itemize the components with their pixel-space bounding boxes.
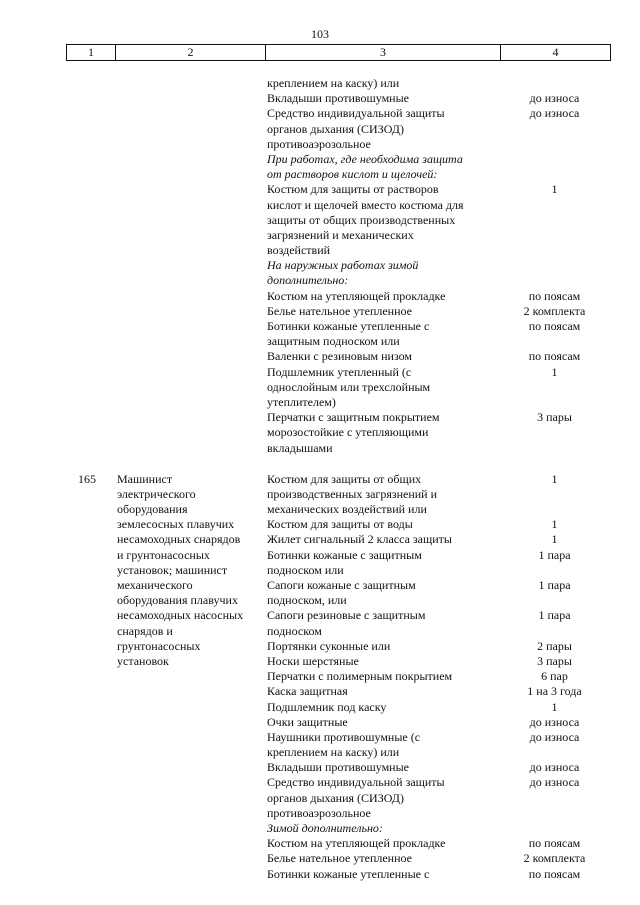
item-name: Костюм на утепляющей прокладке bbox=[267, 836, 446, 851]
table-body bbox=[66, 76, 609, 882]
list-item bbox=[265, 608, 609, 638]
item-name: Зимой дополнительно: bbox=[267, 821, 383, 835]
list-item bbox=[265, 548, 609, 578]
item-name: Белье нательное утепленное bbox=[267, 303, 412, 318]
profession-line: установок bbox=[117, 653, 169, 668]
item-norm: 1 пара bbox=[538, 578, 571, 592]
item-norm: 1 bbox=[551, 517, 558, 532]
list-item bbox=[66, 152, 609, 182]
item-name: Носки шерстяные bbox=[267, 653, 359, 668]
profession-line: и грунтонасосных bbox=[117, 547, 210, 562]
item-name: Перчатки с полимерным покрытием bbox=[267, 669, 453, 684]
item-norm: по поясам bbox=[528, 349, 581, 364]
item-norm: 1 bbox=[551, 532, 558, 547]
table-row-165 bbox=[66, 472, 609, 882]
item-norm: 2 пары bbox=[537, 638, 572, 653]
item-name: Очки защитные bbox=[267, 714, 348, 729]
item-norm: 3 пары bbox=[537, 410, 572, 425]
item-name: подноском или bbox=[267, 562, 344, 577]
item-name: Средство индивидуальной защиты bbox=[267, 106, 445, 121]
list-item bbox=[265, 715, 609, 730]
item-name: защиты от общих производственных bbox=[267, 212, 456, 227]
item-name: На наружных работах зимой bbox=[267, 258, 419, 273]
list-item bbox=[66, 410, 609, 456]
item-name: противоаэрозольное bbox=[267, 136, 371, 151]
column-header-3: 3 bbox=[266, 45, 501, 60]
list-item bbox=[265, 669, 609, 684]
item-name: Портянки суконные или bbox=[267, 638, 391, 653]
item-name: Подшлемник утепленный (с bbox=[267, 364, 412, 379]
item-norm: по поясам bbox=[528, 319, 581, 333]
item-name: утеплителем) bbox=[267, 394, 336, 409]
profession-line: оборудования плавучих bbox=[117, 593, 238, 608]
list-item bbox=[265, 654, 609, 669]
item-norm: до износа bbox=[529, 106, 580, 121]
list-item bbox=[66, 76, 609, 91]
list-item bbox=[265, 851, 609, 866]
item-name: При работах, где необходима защита bbox=[267, 151, 463, 166]
item-norm: до износа bbox=[529, 775, 580, 790]
profession-line: снарядов и bbox=[117, 623, 173, 638]
list-item bbox=[265, 730, 609, 760]
list-item bbox=[265, 760, 609, 775]
item-name: Ботинки кожаные с защитным bbox=[267, 547, 422, 562]
item-norm: по поясам bbox=[528, 288, 581, 303]
profession-line: несамоходных снарядов bbox=[117, 532, 241, 547]
profession-line: электрического bbox=[117, 486, 196, 501]
page-number: 103 bbox=[311, 27, 329, 41]
item-norm: 1 на 3 года bbox=[527, 684, 582, 699]
item-norm: 1 пара bbox=[538, 547, 571, 562]
list-item bbox=[265, 836, 609, 851]
item-name: Сапоги кожаные с защитным bbox=[267, 578, 416, 592]
item-name: Костюм для защиты от общих bbox=[267, 471, 422, 486]
item-norm: 1 bbox=[551, 471, 558, 486]
item-name: дополнительно: bbox=[267, 273, 349, 288]
item-norm: 1 пара bbox=[538, 608, 571, 623]
continuation-block bbox=[66, 76, 609, 456]
list-item bbox=[66, 289, 609, 304]
list-item bbox=[265, 578, 609, 608]
profession-line: грунтонасосных bbox=[117, 638, 201, 653]
item-norm: 1 bbox=[551, 364, 558, 379]
item-name: Костюм для защиты от воды bbox=[267, 517, 413, 532]
item-norm: по поясам bbox=[528, 836, 581, 851]
item-norm: по поясам bbox=[528, 866, 581, 881]
item-name: производственных загрязнений и bbox=[267, 486, 438, 501]
list-item bbox=[66, 349, 609, 364]
list-item bbox=[265, 517, 609, 532]
profession-line: землесосных плавучих bbox=[117, 517, 235, 532]
list-item bbox=[265, 684, 609, 699]
item-norm: до износа bbox=[529, 729, 580, 744]
column-header-1: 1 bbox=[67, 45, 116, 60]
list-item bbox=[66, 319, 609, 349]
item-name: Наушники противошумные (с bbox=[267, 729, 421, 744]
item-name: Вкладыши противошумные bbox=[267, 91, 409, 106]
item-norm: 2 комплекта bbox=[523, 851, 586, 866]
list-item bbox=[265, 532, 609, 547]
item-name: Костюм на утепляющей прокладке bbox=[267, 288, 446, 303]
item-name: подноском bbox=[267, 623, 322, 638]
item-name: морозостойкие с утепляющими bbox=[267, 425, 429, 440]
item-name: воздействий bbox=[267, 243, 331, 258]
item-norm: 3 пары bbox=[537, 653, 572, 668]
list-item bbox=[66, 91, 609, 106]
item-name: Ботинки кожаные утепленные с bbox=[267, 319, 430, 333]
profession-line: Машинист bbox=[117, 471, 173, 486]
profession-cell bbox=[115, 472, 265, 882]
list-item bbox=[66, 365, 609, 411]
list-item bbox=[265, 867, 609, 882]
item-norm: 1 bbox=[551, 182, 558, 197]
item-name: механических воздействий или bbox=[267, 502, 427, 517]
item-name: загрязнений и механических bbox=[267, 227, 414, 242]
item-name: вкладышами bbox=[267, 440, 333, 455]
item-name: Средство индивидуальной защиты bbox=[267, 775, 445, 790]
item-name: Белье нательное утепленное bbox=[267, 851, 412, 866]
list-item bbox=[265, 821, 609, 836]
list-item bbox=[265, 775, 609, 821]
list-item bbox=[66, 106, 609, 152]
item-norm: 2 комплекта bbox=[523, 303, 586, 318]
item-name: Перчатки с защитным покрытием bbox=[267, 410, 440, 425]
item-name: кислот и щелочей вместо костюма для bbox=[267, 197, 464, 212]
item-name: подноском, или bbox=[267, 593, 347, 608]
item-name: органов дыхания (СИЗОД) bbox=[267, 121, 404, 136]
item-norm: 1 bbox=[551, 699, 558, 714]
column-header-4: 4 bbox=[552, 45, 559, 59]
item-name: органов дыхания (СИЗОД) bbox=[267, 790, 404, 805]
item-name: Костюм для защиты от растворов bbox=[267, 182, 439, 197]
profession-line: несамоходных насосных bbox=[117, 608, 244, 623]
item-norm: 6 пар bbox=[541, 669, 568, 684]
list-item bbox=[66, 304, 609, 319]
item-name: креплением на каску) или bbox=[267, 76, 400, 90]
list-item bbox=[265, 639, 609, 654]
item-name: Каска защитная bbox=[267, 684, 348, 699]
item-name: Ботинки кожаные утепленные с bbox=[267, 866, 430, 881]
list-item bbox=[265, 700, 609, 715]
list-item bbox=[66, 182, 609, 258]
item-norm: до износа bbox=[529, 91, 580, 106]
column-header-2: 2 bbox=[116, 45, 266, 60]
profession-line: механического bbox=[117, 578, 193, 592]
item-name: противоаэрозольное bbox=[267, 805, 371, 820]
profession-line: установок; машинист bbox=[117, 562, 228, 577]
list-item bbox=[66, 258, 609, 288]
entry-number: 165 bbox=[78, 471, 96, 486]
item-name: Вкладыши противошумные bbox=[267, 760, 409, 775]
item-norm: до износа bbox=[529, 760, 580, 775]
equipment-list bbox=[265, 472, 609, 882]
item-name: защитным подноском или bbox=[267, 334, 400, 349]
item-name: однослойным или трехслойным bbox=[267, 379, 431, 394]
profession-line: оборудования bbox=[117, 502, 188, 517]
column-header-row bbox=[66, 44, 611, 61]
item-name: Сапоги резиновые с защитным bbox=[267, 608, 426, 623]
item-name: от растворов кислот и щелочей: bbox=[267, 167, 438, 182]
item-name: Жилет сигнальный 2 класса защиты bbox=[267, 532, 452, 547]
item-norm: до износа bbox=[529, 714, 580, 729]
list-item bbox=[265, 472, 609, 518]
item-name: креплением на каску) или bbox=[267, 745, 400, 760]
item-name: Валенки с резиновым низом bbox=[267, 349, 413, 364]
item-name: Подшлемник под каску bbox=[267, 699, 387, 714]
